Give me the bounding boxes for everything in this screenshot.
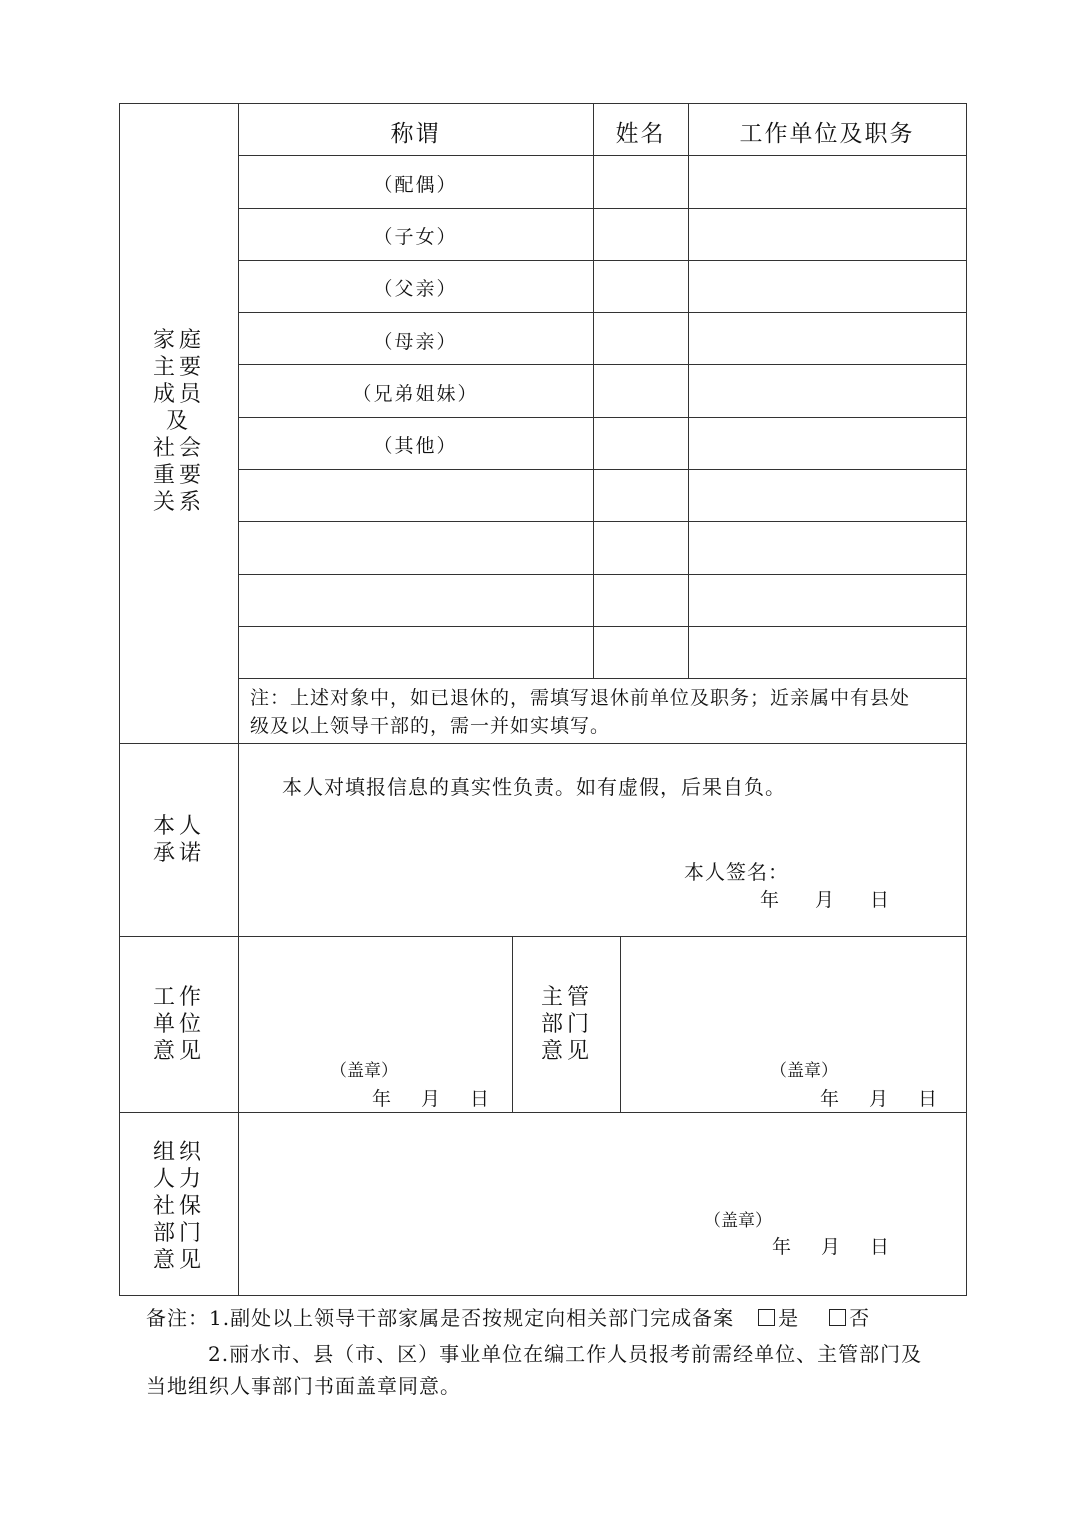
name-field[interactable]: [594, 209, 688, 260]
yes-option[interactable]: 是: [758, 1306, 799, 1330]
relation-label: （母亲）: [373, 331, 458, 353]
name-field[interactable]: [594, 313, 688, 364]
family-note: 注：上述对象中，如已退休的，需填写退休前单位及职务；近亲属中有县处 级及以上领导干部的，需一并如实填写。: [250, 687, 911, 737]
work-unit-field[interactable]: [689, 261, 966, 312]
signature-field[interactable]: [790, 852, 960, 880]
remark-item-2-line-2: 当地组织人事部门书面盖章同意。: [146, 1374, 461, 1398]
supervisor-stamp: （盖章）: [770, 1061, 838, 1081]
supervisor-date: 年 月 日: [820, 1088, 938, 1110]
header-work-unit: 工作单位及职务: [739, 121, 915, 147]
remark-item-2-line-1: 2.丽水市、县（市、区）事业单位在编工作人员报考前需经单位、主管部门及: [208, 1342, 923, 1366]
relation-label: （兄弟姐妹）: [352, 383, 479, 405]
header-relation: 称谓: [390, 121, 441, 147]
checkbox-yes[interactable]: [758, 1309, 775, 1326]
name-field[interactable]: [594, 365, 688, 417]
work-unit-field[interactable]: [689, 313, 966, 364]
no-option[interactable]: 否: [829, 1306, 870, 1330]
relation-label: （其他）: [373, 435, 458, 457]
pledge-section-label: 本人 承诺: [152, 814, 205, 866]
hr-dept-section-label: 组织 人力 社保 部门 意见: [152, 1140, 205, 1273]
relation-label: （子女）: [373, 226, 458, 248]
hr-dept-date: 年 月 日: [772, 1236, 890, 1258]
relation-label: （配偶）: [373, 174, 458, 196]
signature-label: 本人签名：: [684, 860, 789, 884]
pledge-date: 年 月 日: [760, 889, 890, 911]
work-unit-field[interactable]: [689, 156, 966, 208]
remark-item-1: 备注：1.副处以上领导干部家属是否按规定向相关部门完成备案 是 否: [146, 1306, 871, 1330]
pledge-statement: 本人对填报信息的真实性负责。如有虚假，后果自负。: [282, 775, 786, 799]
work-unit-field[interactable]: [689, 418, 966, 469]
checkbox-no[interactable]: [829, 1309, 846, 1326]
relation-label: （父亲）: [373, 278, 458, 300]
hr-dept-stamp: （盖章）: [704, 1211, 772, 1231]
header-name: 姓名: [615, 121, 666, 147]
work-unit-field[interactable]: [689, 209, 966, 260]
name-field[interactable]: [594, 418, 688, 469]
name-field[interactable]: [594, 156, 688, 208]
work-unit-section-label: 工作 单位 意见: [152, 985, 205, 1064]
name-field[interactable]: [594, 261, 688, 312]
work-unit-field[interactable]: [689, 365, 966, 417]
work-unit-date: 年 月 日: [372, 1088, 490, 1110]
family-section-label: 家庭 主要 成员 及 社会 重要 关系: [152, 328, 205, 515]
supervisor-section-label: 主管 部门 意见: [540, 985, 593, 1064]
work-unit-stamp: （盖章）: [330, 1061, 398, 1081]
